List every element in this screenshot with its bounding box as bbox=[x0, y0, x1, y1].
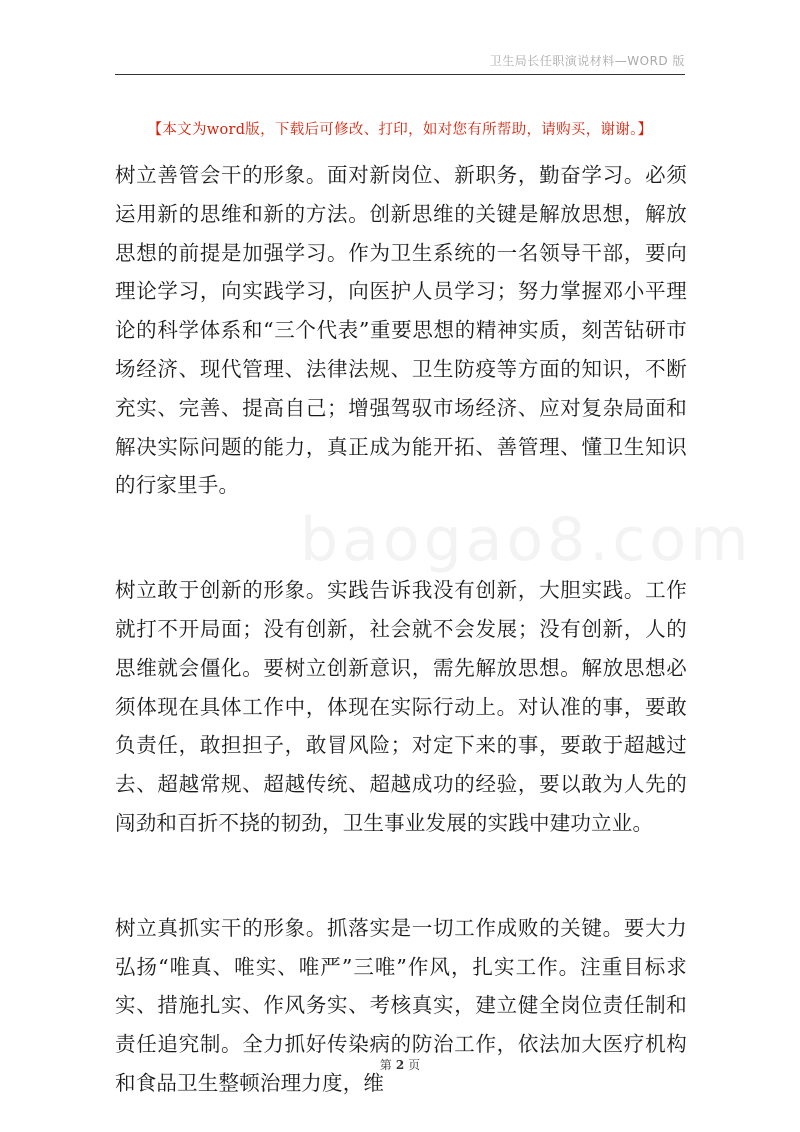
page-footer bbox=[115, 1056, 685, 1073]
paragraph-3: 树立真抓实干的形象。抓落实是一切工作成败的关键。要大力弘扬“唯真、唯实、唯严”三唯”作风，扎实工作。注重目标求实、措施扎实、作风务实、考核真实，建立健全岗位责任制和责任追究制。全力抓好传染病的防治工作，依法加大医疗机构和食品卫生整顿治理力度，维 bbox=[115, 915, 687, 1095]
paragraph-1: 树立善管会干的形象。面对新岗位、新职务，勤奋学习。必须运用新的思维和新的方法。创新思维的关键是解放思想，解放思想的前提是加强学习。作为卫生系统的一名领导干部，要向理论学习，向实践学习，向医护人员学习；努力掌握邓小平理论的科学体系和“三个代表”重要思想的精神实质，刻苦钻研市场经济、现代管理、法律法规、卫生防疫等方面的知识，不断充实、完善、提高自己；增强驾驭市场经济、应对复杂局面和解决实际问题的能力，真正成为能开拓、善管理、懂卫生知识的行家里手。 bbox=[115, 163, 687, 498]
paragraph-gap bbox=[115, 843, 687, 909]
footer-suffix: 页 bbox=[408, 1058, 421, 1072]
page-number: 2 bbox=[395, 1058, 405, 1072]
footer-prefix: 第 bbox=[379, 1058, 392, 1072]
download-notice: 【本文为word版，下载后可修改、打印，如对您有所帮助，请购买，谢谢。】 bbox=[147, 122, 653, 138]
watermark-text: baogao8.com bbox=[300, 505, 753, 575]
paragraph-2: 树立敢于创新的形象。实践告诉我没有创新，大胆实践。工作就打不开局面；没有创新，社会就不会发展；没有创新，人的思维就会僵化。要树立创新意识，需先解放思想。解放思想必须体现在具体工作中，体现在实际行动上。对认准的事，要敢负责任，敢担担子，敢冒风险；对定下来的事，要敢于超越过去、超越常规、超越传统、超越成功的经验，要以敢为人先的闯劲和百折不挠的韧劲，卫生事业发展的实践中建功立业。 bbox=[115, 578, 687, 835]
header-rule bbox=[115, 74, 685, 75]
paragraph-gap bbox=[115, 505, 687, 571]
running-header: 卫生局长任职演说材料—WORD 版 bbox=[489, 54, 685, 68]
body-text bbox=[115, 156, 687, 1103]
